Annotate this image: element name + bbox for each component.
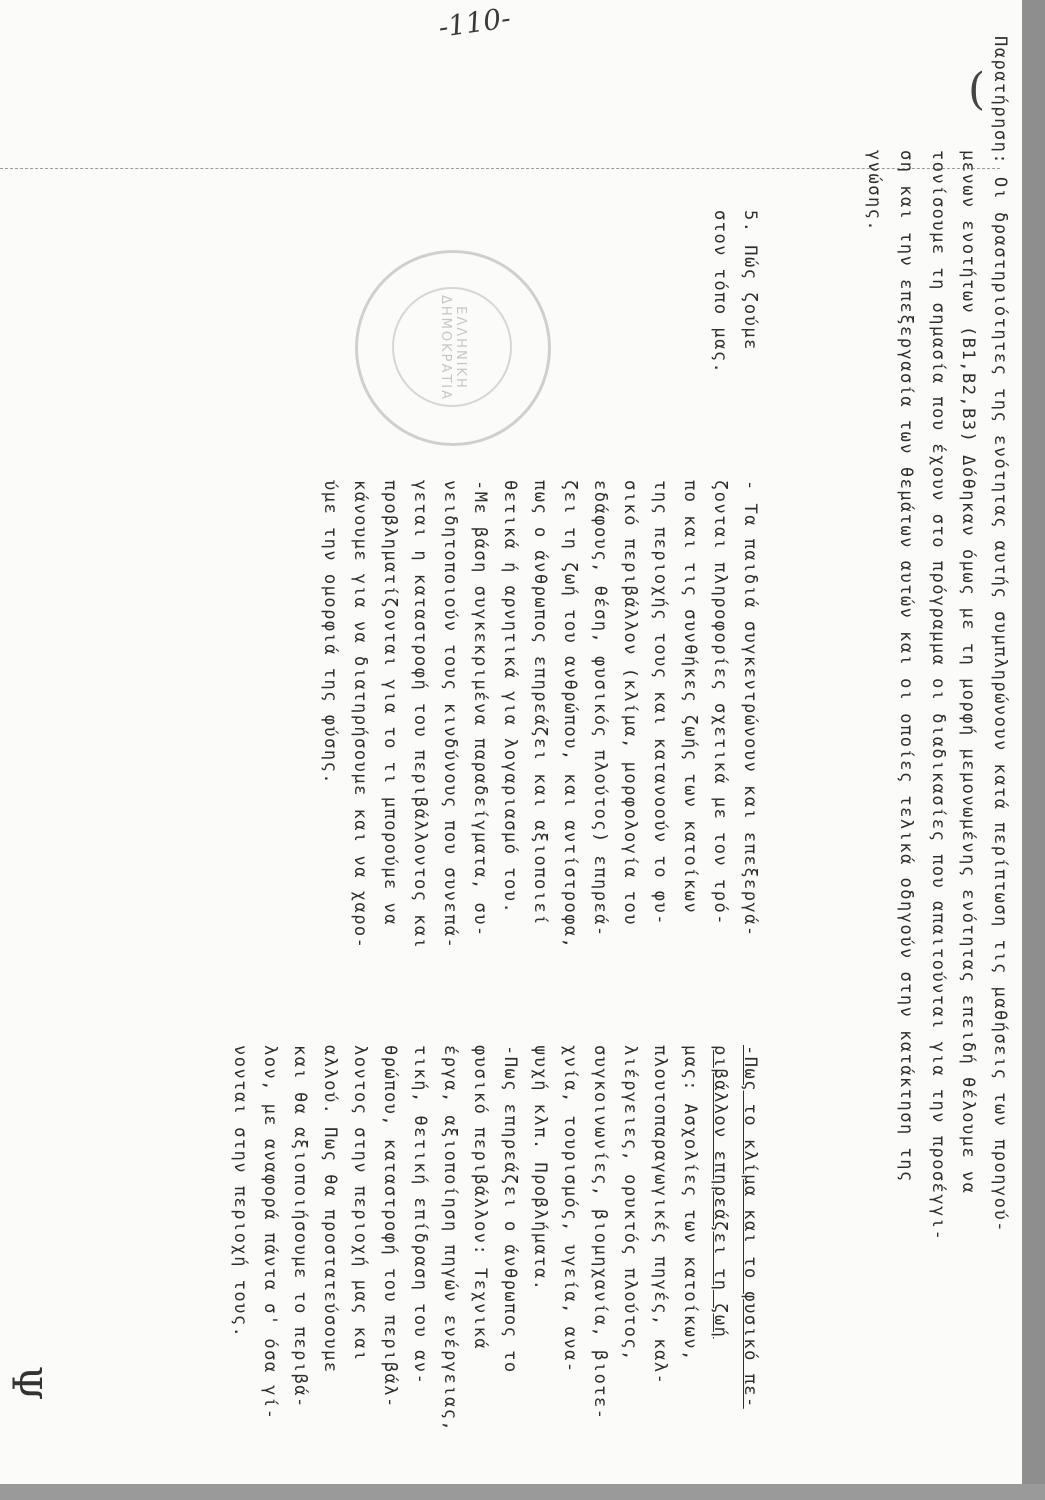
right-line-10: φυσικό περιβάλλον: Τεχνικά — [470, 1045, 490, 1351]
note-line-5: γνώσης. — [864, 150, 884, 233]
right-line-2: ριβάλλον επηρεάζει τη ζωή — [710, 1045, 730, 1339]
handwritten-parenthesis: ( — [968, 64, 986, 115]
middle-line-12: γεται η καταστροφή του περιβάλλοντος και — [410, 480, 430, 950]
middle-line-4: της περιοχής τους και κατανοούν το φυ- — [650, 480, 670, 926]
middle-line-15: ύμε την ομορφιά της φύσης. — [320, 480, 340, 786]
fold-line — [0, 168, 1000, 169]
right-line-15: αλλού. Πως θα προστατεύσουμε — [320, 1045, 340, 1374]
right-line-9: -Πως επηρεάζει ο άνθρωπος το — [500, 1045, 520, 1374]
middle-line-9: θετικά ή αρνητικά για λογαριασμό του. — [500, 480, 520, 915]
right-line-12: τική, θετική επίδραση του αν- — [410, 1045, 430, 1386]
middle-line-6: εδάφους, θέση, φυσικός πλούτος) επηρεά- — [590, 480, 610, 938]
right-line-8: ψυχή κλπ. Προβλήματα. — [530, 1045, 550, 1292]
official-stamp — [355, 250, 551, 446]
right-line-5: λιέργειες, ορυκτός πλούτος, — [620, 1045, 640, 1362]
handwritten-margin-mark: Ψ — [2, 1365, 49, 1401]
right-line-3: μας: Ασχολίες των κατοίκων, — [680, 1045, 700, 1362]
middle-line-13: προβληματίζονται για το τι μπορούμε να — [380, 480, 400, 926]
right-line-7: χνία, τουρισμός, υγεία, ανα- — [560, 1045, 580, 1374]
note-line-1: Παρατήρηση: Οι δραστηριότητες της ενότητας αυτής συμπληρώνουν κατά περίπτωση τις μαθήσεις των προηγού- — [990, 36, 1010, 1233]
note-line-3: τονίσουμε τη σημασία που έχουν στο πρόγραμμα οι διαδικασίες που απαιτούνται για την προσέγγι- — [928, 150, 948, 1242]
middle-line-2: ζονται πληροφορίες σχετικά με τον τρό- — [710, 480, 730, 926]
right-line-13: θρώπου, καταστροφή του περιβάλ- — [380, 1045, 400, 1409]
stamp-text: ΕΛΛΗΝΙΚΗ ΔΗΜΟΚΡΑΤΙΑ — [438, 294, 468, 402]
right-line-17: λον, με αναφορά πάντα σ' όσα γί- — [260, 1045, 280, 1421]
question-line-2: στον τόπο μας. — [710, 210, 730, 375]
note-line-2: μενων ενοτήτων (Β1,Β2,Β3) Δόθηκαν όμως με τη μορφή μεμονωμένης ενότητας επειδή θέλουμε να — [958, 150, 978, 1195]
right-line-16: και θα αξιοποιήσουμε το περιβά- — [290, 1045, 310, 1409]
page-number: -110- — [436, 1, 513, 44]
middle-line-1: - Τα παιδιά συγκεντρώνουν και επεξεργά- — [740, 480, 760, 938]
middle-line-8: πως ο άνθρωπος επηρεάζει και αξιοποιεί — [530, 480, 550, 926]
middle-line-7: ζει τη ζωή του ανθρώπου, και αντίστροφα, — [560, 480, 580, 950]
scan-edge-bottom — [0, 1484, 1045, 1500]
question-line-1: 5. Πώς ζούμε — [740, 210, 760, 351]
right-line-1: -Πως το κλίμα και το φυσικό πε- — [740, 1045, 760, 1409]
right-line-18: νονται στην περιοχή τους. — [230, 1045, 250, 1339]
middle-line-3: πο και τις συνθήκες ζωής των κατοίκων — [680, 480, 700, 915]
scan-edge-right — [1022, 0, 1045, 1500]
right-line-4: πλουτοπαραγωγικές πηγές, καλ- — [650, 1045, 670, 1386]
right-line-14: λοντος στην περιοχή μας και — [350, 1045, 370, 1362]
note-line-4: ση και την επεξεργασία των θεμάτων αυτών και οι οποίες τελικά οδηγούν στην κατάκτηση της — [896, 150, 916, 1183]
right-line-6: συγκοινωνίες, βιομηχανία, βιοτε- — [590, 1045, 610, 1421]
middle-line-5: σικό περιβάλλον (κλίμα, μορφολογία του — [620, 480, 640, 926]
middle-line-11: νειδητοποιούν τους κινδύνους που συνεπά- — [440, 480, 460, 950]
right-line-11: έργα, αξιοποίηση πηγών ενέργειας, — [440, 1045, 460, 1433]
middle-line-10: -Με βάση συγκεκριμένα παραδείγματα, συ- — [470, 480, 490, 938]
middle-line-14: κάνουμε για να διατηρήσουμε και να χαρο- — [350, 480, 370, 950]
